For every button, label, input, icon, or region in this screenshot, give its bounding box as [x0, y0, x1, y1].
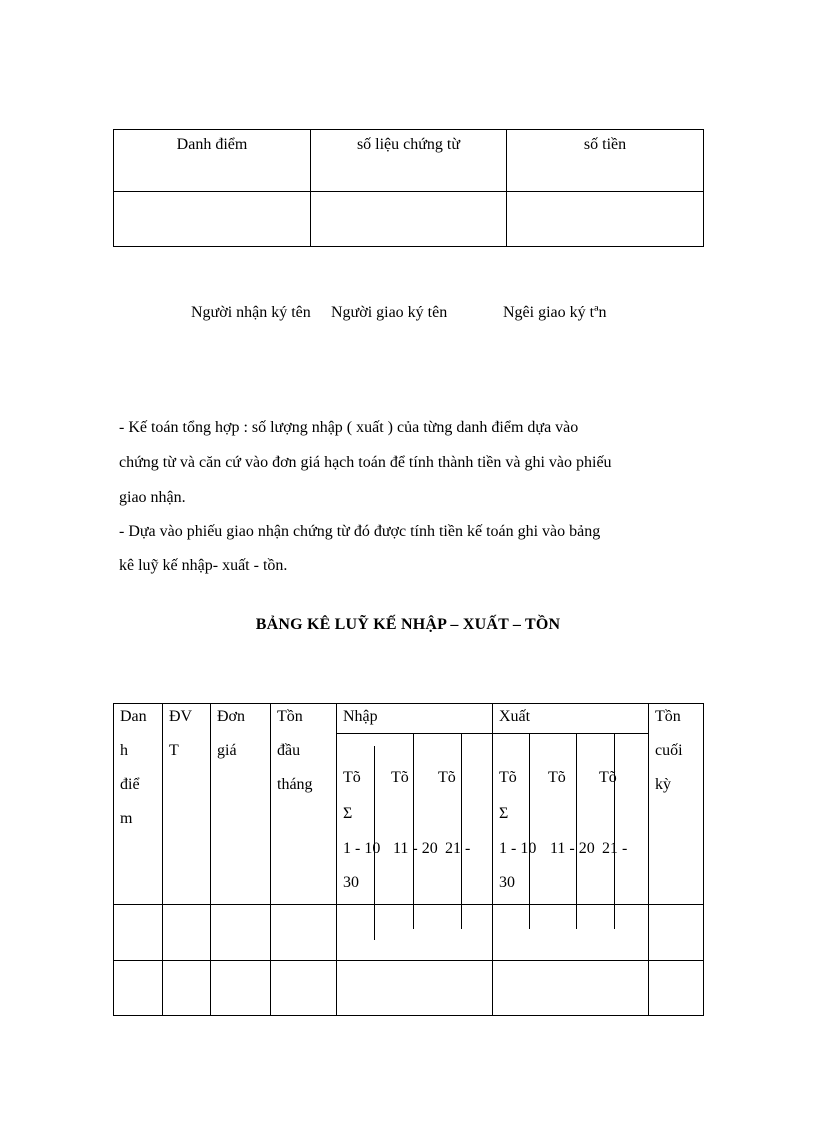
col-danh-line: điể — [120, 776, 140, 793]
paragraph-line: chứng từ và căn cứ vào đơn giá hạch toán để tính thành tiền và ghi vào phiếu — [119, 454, 612, 471]
xuat-to-1: Tõ — [499, 769, 517, 786]
xuat-range-1: 1 - 10 — [499, 840, 537, 857]
nhap-to-2: Tõ — [391, 769, 409, 786]
col-dvt-line: ĐV — [169, 708, 193, 725]
paragraph-line: - Kế toán tổng hợp : số lượng nhập ( xuất ) của từng danh điểm dựa vào — [119, 419, 579, 436]
col-divider — [336, 704, 337, 1015]
row-divider — [336, 733, 648, 734]
col-tondau-line: đầu — [277, 742, 301, 759]
xuat-to-2: Tõ — [548, 769, 566, 786]
paragraph-line: kê luỹ kế nhập- xuất - tồn. — [119, 557, 288, 574]
col-toncuoi-line: Tồn — [655, 708, 681, 725]
header-nhap: Nhập — [343, 708, 378, 725]
nhap-30: 30 — [343, 874, 359, 891]
col-dvt-line: T — [169, 742, 179, 759]
col-tondau-line: Tồn — [277, 708, 303, 725]
header-so-tien: số tiền — [583, 136, 627, 153]
subcol-divider — [576, 733, 577, 929]
nhap-range-3: 21 - — [445, 840, 471, 857]
subcol-divider — [413, 733, 414, 929]
nhap-range-2: 11 - 20 — [393, 840, 438, 857]
signature-garbled: Ngêi giao ký tªn — [503, 304, 607, 321]
subcol-divider — [529, 733, 530, 929]
paragraph-line: - Dựa vào phiếu giao nhận chứng từ đó được tính tiền kế toán ghi vào bảng — [119, 523, 601, 540]
nhap-sigma: Σ — [343, 805, 353, 822]
col-divider — [648, 704, 649, 1015]
signature-giver: Người giao ký tên — [331, 304, 448, 321]
xuat-30: 30 — [499, 874, 515, 891]
row-divider — [114, 960, 703, 961]
subcol-divider — [461, 733, 462, 929]
signature-receiver: Người nhận ký tên — [191, 304, 311, 321]
header-so-lieu-chung-tu: số liệu chứng từ — [356, 136, 461, 153]
col-danh-line: Dan — [120, 708, 147, 725]
col-dongia-line: giá — [217, 742, 237, 759]
col-toncuoi-line: cuối — [655, 742, 683, 759]
col-divider — [492, 704, 493, 1015]
xuat-to-3: Tõ — [599, 769, 617, 786]
nhap-range-1: 1 - 10 — [343, 840, 381, 857]
xuat-range-2: 11 - 20 — [550, 840, 595, 857]
header-xuat: Xuất — [499, 708, 531, 725]
xuat-sigma: Σ — [499, 805, 509, 822]
paragraph-line: giao nhận. — [119, 489, 186, 506]
col-divider — [270, 704, 271, 1015]
col-dongia-line: Đơn — [217, 708, 246, 725]
col-danh-line: h — [120, 742, 128, 759]
col-divider — [210, 704, 211, 1015]
ledger-table — [113, 703, 704, 1016]
nhap-to-3: Tõ — [438, 769, 456, 786]
col-toncuoi-line: kỳ — [655, 776, 671, 793]
nhap-to-1: Tõ — [343, 769, 361, 786]
voucher-table — [113, 129, 704, 247]
col-divider — [162, 704, 163, 1015]
header-danh-diem: Danh điểm — [176, 136, 248, 153]
table-title: BẢNG KÊ LUỸ KẾ NHẬP – XUẤT – TỒN — [255, 616, 561, 633]
table-divider — [114, 191, 703, 192]
xuat-range-3: 21 - — [602, 840, 628, 857]
col-tondau-line: tháng — [277, 776, 313, 793]
col-danh-line: m — [120, 810, 133, 827]
